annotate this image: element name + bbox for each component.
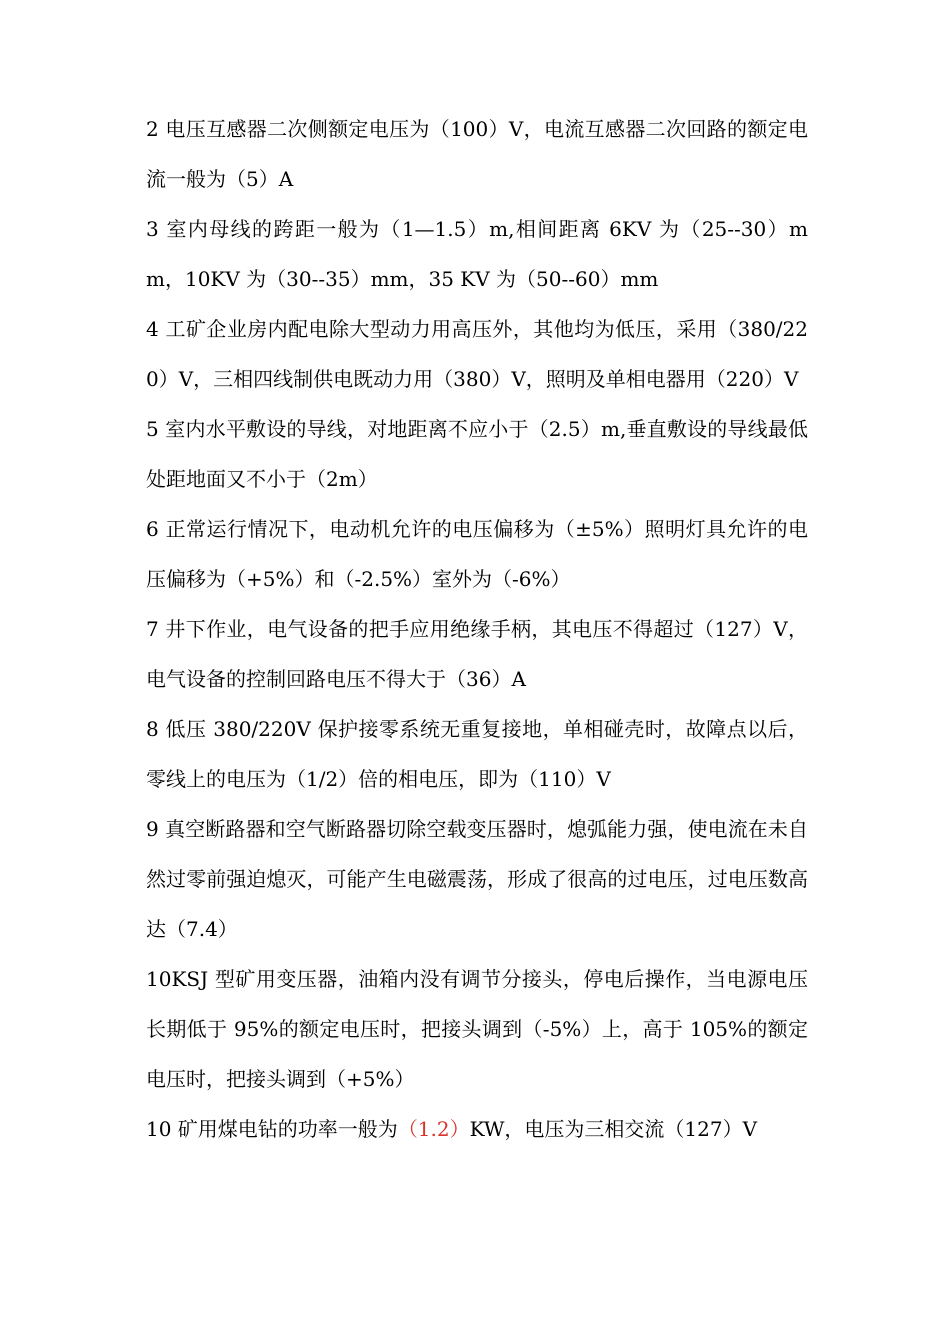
paragraph-item-3: 3 室内母线的跨距一般为（1—1.5）m,相间距离 6KV 为（25--30）mm，10KV 为（30--35）mm，35 KV 为（50--60）mm (146, 217, 808, 291)
paragraph-item-9: 9 真空断路器和空气断路器切除空载变压器时，熄弧能力强，使电流在未自然过零前强迫熄灭，可能产生电磁震荡，形成了很高的过电压，过电压数高达（7.4） (146, 817, 808, 941)
paragraph-item-2: 2 电压互感器二次侧额定电压为（100）V，电流互感器二次回路的额定电流一般为（5）A (146, 117, 808, 191)
paragraph-item-6: 6 正常运行情况下，电动机允许的电压偏移为（±5%）照明灯具允许的电压偏移为（+5%）和（-2.5%）室外为（-6%） (146, 517, 808, 591)
paragraph-item-5: 5 室内水平敷设的导线，对地距离不应小于（2.5）m,垂直敷设的导线最低处距地面又不小于（2m） (146, 417, 808, 491)
paragraph-10b-pre: 10 矿用煤电钻的功率一般为 (146, 1117, 398, 1141)
paragraph-item-7: 7 井下作业，电气设备的把手应用绝缘手柄，其电压不得超过（127）V，电气设备的控制回路电压不得大于（36）A (146, 617, 808, 691)
paragraph-10b-post: KW，电压为三相交流（127）V (469, 1117, 758, 1141)
paragraph-item-4: 4 工矿企业房内配电除大型动力用高压外，其他均为低压，采用（380/220）V，三相四线制供电既动力用（380）V，照明及单相电器用（220）V (146, 317, 808, 391)
paragraph-item-8: 8 低压 380/220V 保护接零系统无重复接地，单相碰壳时，故障点以后，零线上的电压为（1/2）倍的相电压，即为（110）V (146, 717, 808, 791)
paragraph-item-10b (146, 1104, 808, 1154)
paragraph-item-10a: 10KSJ 型矿用变压器，油箱内没有调节分接头，停电后操作，当电源电压长期低于 95%的额定电压时，把接头调到（-5%）上，高于 105%的额定电压时，把接头调到（+5%） (146, 967, 808, 1091)
highlighted-value: （1.2） (397, 1117, 470, 1141)
document-body (146, 104, 808, 1154)
